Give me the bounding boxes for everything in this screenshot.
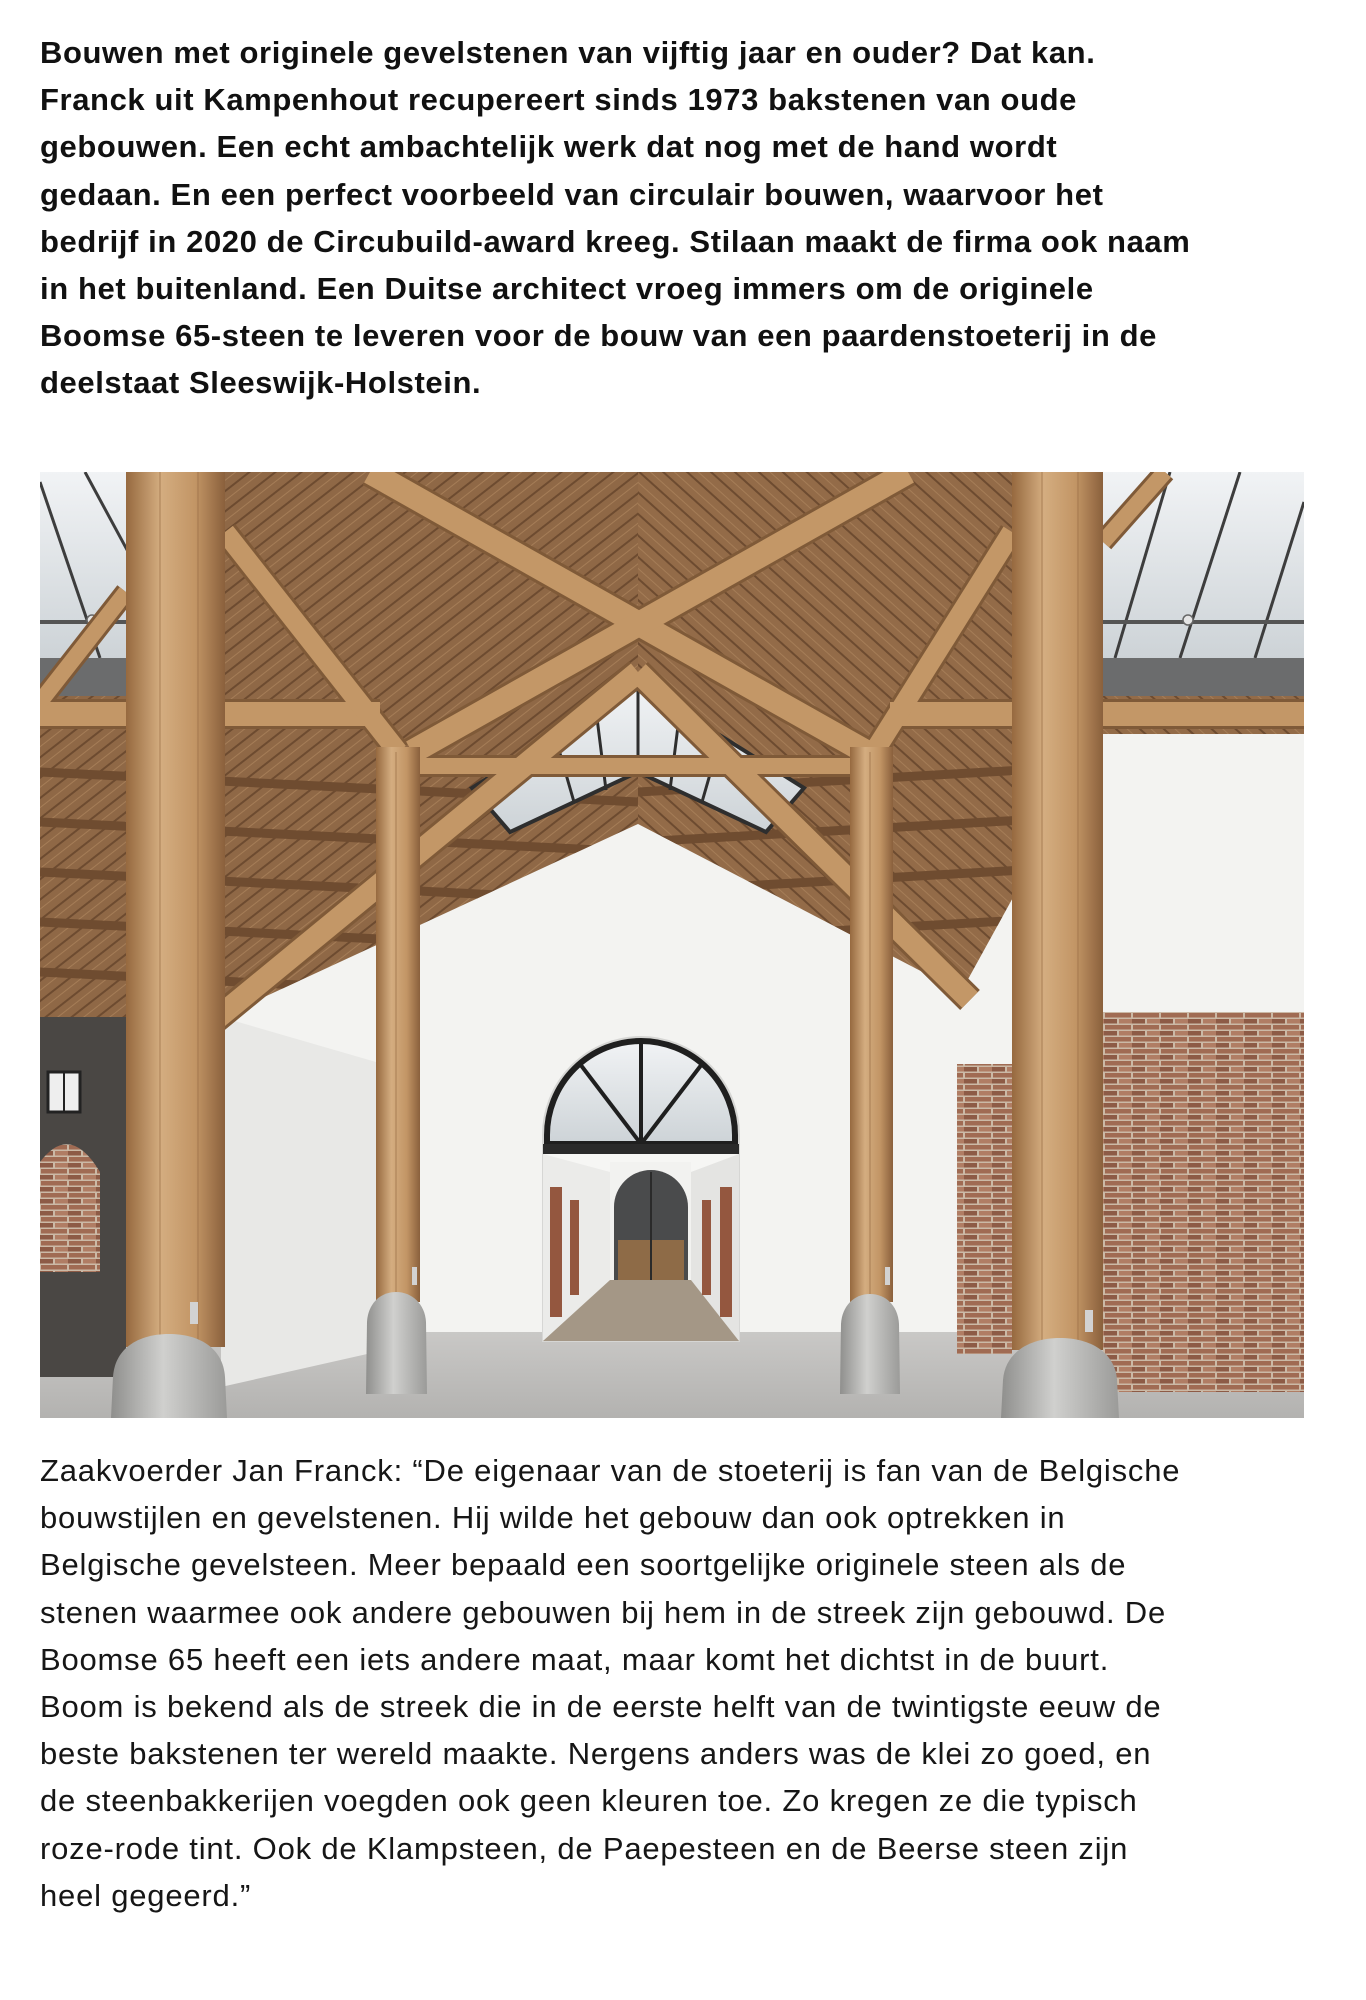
- quote-line: de steenbakkerijen voegden ook geen kleuren toe. Zo kregen ze die typisch: [40, 1783, 1138, 1819]
- intro-line: gedaan. En een perfect voorbeeld van circulair bouwen, waarvoor het: [40, 176, 1104, 212]
- quote-line: Zaakvoerder Jan Franck: “De eigenaar van de stoeterij is fan van de Belgische: [40, 1453, 1181, 1488]
- partition-wall-left: [221, 1017, 376, 1387]
- arched-doorway: [543, 1037, 739, 1341]
- article-photo: [40, 472, 1304, 1418]
- far-left-stalls: [40, 1017, 126, 1377]
- intro-line: Bouwen met originele gevelstenen van vijftig jaar en ouder? Dat kan.: [40, 35, 1096, 70]
- brick-wall-mid: [957, 1064, 1012, 1354]
- quote-line: Belgische gevelsteen. Meer bepaald een soortgelijke originele steen als de: [40, 1547, 1127, 1583]
- intro-paragraph: [40, 29, 1310, 407]
- intro-line: Franck uit Kampenhout recupereert sinds 1973 bakstenen van oude: [40, 82, 1077, 118]
- quote-paragraph: [40, 1447, 1310, 1919]
- intro-line: deelstaat Sleeswijk-Holstein.: [40, 365, 482, 401]
- brick-wall-right: [1103, 1012, 1304, 1392]
- quote-line: bouwstijlen en gevelstenen. Hij wilde het gebouw dan ook optrekken in: [40, 1500, 1066, 1536]
- intro-line: bedrijf in 2020 de Circubuild-award kreeg. Stilaan maakt de firma ook naam: [40, 223, 1191, 259]
- quote-line: heel gegeerd.”: [40, 1877, 252, 1913]
- intro-line: in het buitenland. Een Duitse architect vroeg immers om de originele: [40, 270, 1094, 306]
- quote-line: Boom is bekend als de streek die in de eerste helft van de twintigste eeuw de: [40, 1688, 1162, 1724]
- quote-line: beste bakstenen ter wereld maakte. Nergens anders was de klei zo goed, en: [40, 1736, 1152, 1772]
- intro-line: gebouwen. Een echt ambachtelijk werk dat nog met de hand wordt: [40, 129, 1058, 165]
- stud-farm-interior-photo: [40, 472, 1304, 1418]
- quote-line: Boomse 65 heeft een iets andere maat, maar komt het dichtst in de buurt.: [40, 1641, 1110, 1677]
- quote-line: stenen waarmee ook andere gebouwen bij hem in de streek zijn gebouwd. De: [40, 1594, 1167, 1630]
- intro-line: Boomse 65-steen te leveren voor de bouw van een paardenstoeterij in de: [40, 318, 1157, 354]
- quote-line: roze-rode tint. Ook de Klampsteen, de Paepesteen en de Beerse steen zijn: [40, 1830, 1129, 1866]
